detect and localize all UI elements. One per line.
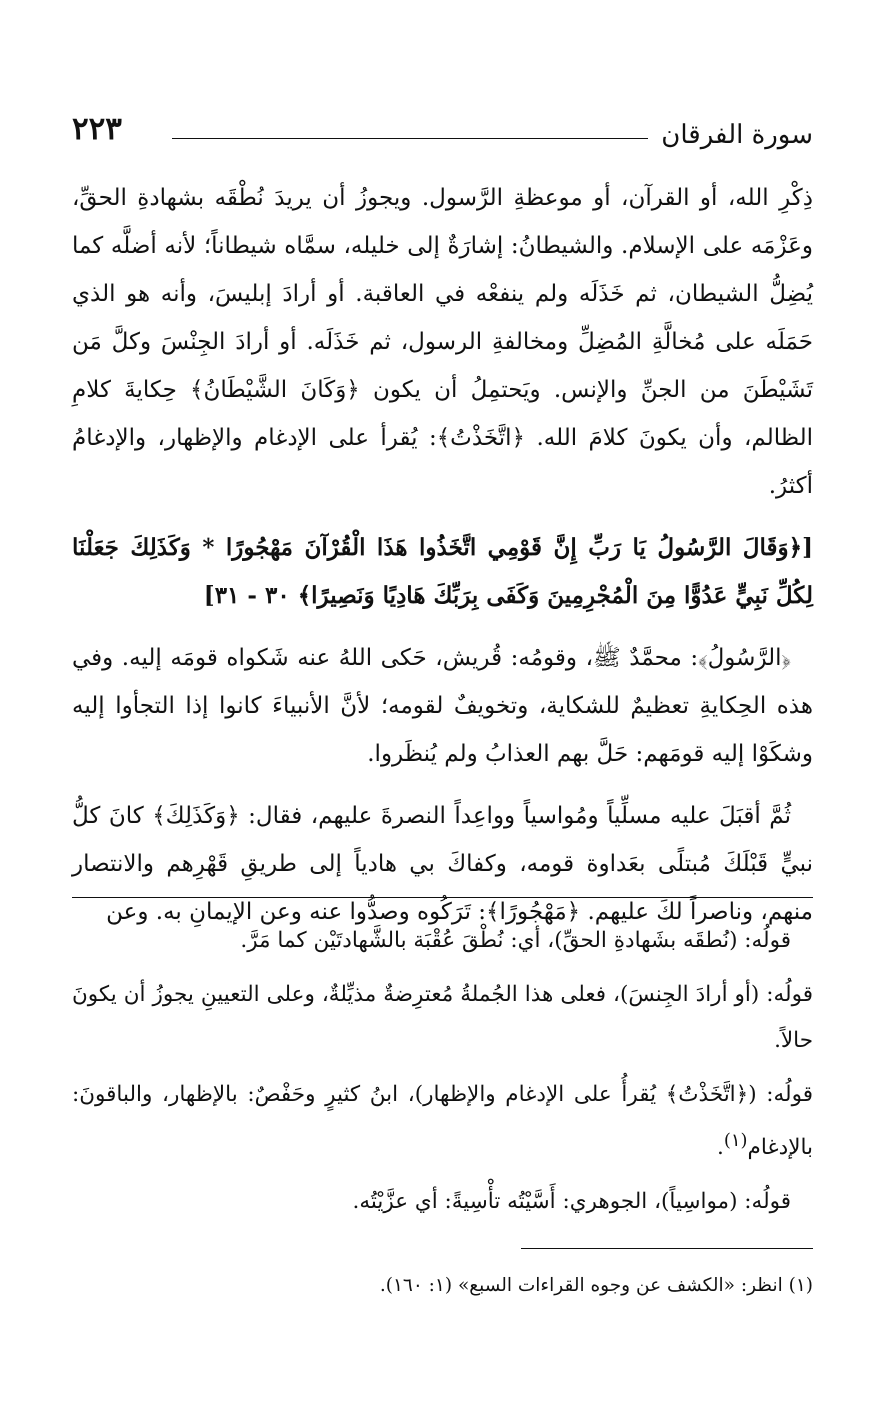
footnote-item: (١) انظر: «الكشف عن وجوه القراءات السبع» (١: ١٦٠). [379,1275,813,1296]
note-text: قولُه: (﴿اتَّخَذْتُ﴾ يُقرأُ على الإدغام والإظهار)، ابنُ كثيرٍ وحَفْصٌ: بالإظهار، والباقونَ: بالإدغام [72,1082,813,1161]
page-number: ٢٢٣ [72,111,122,147]
note-item: قولُه: (مواسِياً)، الجوهري: أَسَّيْتُه تأْسِيةً: أي عزَّيْتُه. [352,1189,791,1215]
footnote-separator [521,1248,813,1249]
notes-separator [72,897,813,898]
footnote-reference: (١) [723,1130,748,1151]
note-text-end: . [717,1135,724,1161]
header-rule [172,138,648,139]
note-item: قولُه: (أو أرادَ الجِنسَ)، فعلى هذا الجُملةُ مُعترِضةٌ مذيِّلةٌ، وعلى التعيينِ يجوزُ أن يكونَ حالاً. [72,982,813,1053]
running-header [72,112,813,160]
note-item [72,1072,813,1171]
note-item: قولُه: (نُطقَه بشَهادةِ الحقِّ)، أي: نُطْقَ عُقْبَة بالشَّهادتَيْن كما مَرَّ. [240,928,791,953]
paragraph-commentary-3: ثُمَّ أقبَلَ عليه مسلِّياً ومُواسياً وواعِداً النصرةَ عليهم، فقال: ﴿وَكَذَلِكَ﴾ كانَ كلُّ نبيٍّ قَبْلَكَ مُبتلًى بعَداوة قومه، وكفاكَ بي هادياً إلى طريقِ قَهْرِهم والانتصار منهم، وناصراً لكَ عليهم. ﴿مَهْجُورًا﴾: تَرَكُوه وصدُّوا عنه وعن الإيمانِ به. وعن [72,803,813,925]
quran-verse-block: [﴿وَقَالَ الرَّسُولُ يَا رَبِّ إِنَّ قَوْمِي اتَّخَذُوا هَذَا الْقُرْآنَ مَهْجُورًا * وَكَذَلِكَ جَعَلْنَا لِكُلِّ نَبِيٍّ عَدُوًّا مِنَ الْمُجْرِمِينَ وَكَفَى بِرَبِّكَ هَادِيًا وَنَصِيرًا﴾ ٣٠ - ٣١] [72,534,813,609]
surah-title: سورة الفرقان [661,120,813,150]
paragraph-commentary-1: ذِكْرِ الله، أو القرآن، أو موعظةِ الرَّسول. ويجوزُ أن يريدَ نُطْقَه بشهادةِ الحقِّ، وعَزْمَه على الإسلام. والشيطانُ: إشارَةٌ إلى خليله، سمَّاه شيطاناً؛ لأنه أضلَّه كما يُضِلُّ الشيطان، ثم خَذَلَه ولم ينفعْه في العاقبة. أو أرادَ إبليسَ، وأنه هو الذي حَمَلَه على مُخالَّةِ المُضِلِّ ومخالفةِ الرسول، ثم خَذَلَه. أو أرادَ الجِنْسَ وكلَّ مَن تَشَيْطَنَ من الجنِّ والإنس. ويَحتمِلُ أن يكون ﴿وَكَانَ الشَّيْطَانُ﴾ حِكايةَ كلامِ الظالم، وأن يكونَ كلامَ الله. ﴿اتَّخَذْتُ﴾: يُقرأ على الإدغام والإظهار، والإدغامُ أكثرُ. [72,185,813,499]
footnotes [72,1268,813,1304]
main-text [72,174,813,936]
marginal-notes [72,918,813,1233]
paragraph-commentary-2: ﴿الرَّسُولُ﴾: محمَّدٌ ﷺ، وقومُه: قُريش، حَكى اللهُ عنه شَكواه قومَه إليه. وفي هذه الحِكايةِ تعظيمٌ للشكاية، وتخويفٌ لقومه؛ لأنَّ الأنبياءَ كانوا إذا التجأوا إليه وشكَوْا إليه قومَهم: حَلَّ بهم العذابُ ولم يُنظَروا. [72,645,813,767]
